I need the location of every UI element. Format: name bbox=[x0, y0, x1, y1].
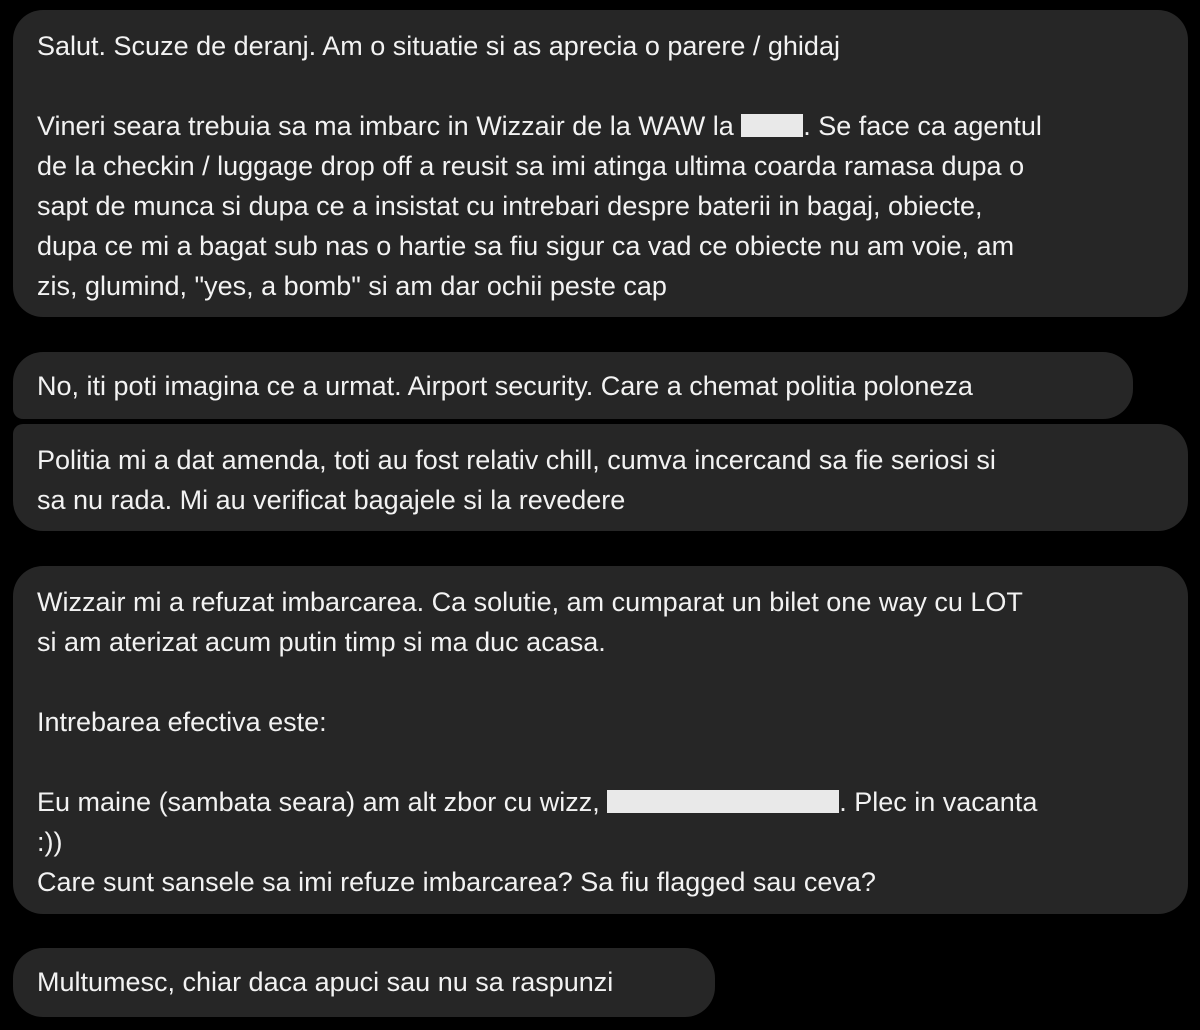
redacted-flight-info bbox=[607, 790, 839, 813]
message-blank-line bbox=[37, 742, 1188, 782]
redacted-destination bbox=[741, 114, 803, 137]
message-text: Wizzair mi a refuzat imbarcarea. Ca solutie, am cumparat un bilet one way cu LOT bbox=[37, 587, 1023, 617]
message-text: :)) bbox=[37, 827, 63, 857]
message-bubble[interactable] bbox=[13, 10, 1188, 317]
message-blank-line bbox=[37, 66, 1188, 106]
message-text: sa nu rada. Mi au verificat bagajele si la revedere bbox=[37, 485, 626, 515]
message-bubble[interactable] bbox=[13, 948, 715, 1017]
message-text: Intrebarea efectiva este: bbox=[37, 707, 327, 737]
message-bubble[interactable] bbox=[13, 566, 1188, 914]
message-text: No, iti poti imagina ce a urmat. Airport security. Care a chemat politia poloneza bbox=[37, 371, 973, 401]
message-text-segment: Eu maine (sambata seara) am alt zbor cu wizz, bbox=[37, 787, 600, 817]
message-bubble[interactable] bbox=[13, 352, 1133, 419]
message-text bbox=[37, 106, 1188, 146]
message-blank-line bbox=[37, 662, 1188, 702]
message-text: sapt de munca si dupa ce a insistat cu intrebari despre baterii in bagaj, obiecte, bbox=[37, 191, 983, 221]
message-text-segment: . Se face ca agentul bbox=[803, 111, 1042, 141]
message-text-segment: Vineri seara trebuia sa ma imbarc in Wizzair de la WAW la bbox=[37, 111, 734, 141]
message-text-segment: . Plec in vacanta bbox=[839, 787, 1038, 817]
message-text: Politia mi a dat amenda, toti au fost relativ chill, cumva incercand sa fie seriosi si bbox=[37, 445, 996, 475]
message-text: Salut. Scuze de deranj. Am o situatie si as aprecia o parere / ghidaj bbox=[37, 31, 840, 61]
message-text: Care sunt sansele sa imi refuze imbarcarea? Sa fiu flagged sau ceva? bbox=[37, 867, 876, 897]
message-text: de la checkin / luggage drop off a reusit sa imi atinga ultima coarda ramasa dupa o bbox=[37, 151, 1025, 181]
message-text: zis, glumind, "yes, a bomb" si am dar ochii peste cap bbox=[37, 271, 667, 301]
message-text bbox=[37, 782, 1188, 822]
message-text: dupa ce mi a bagat sub nas o hartie sa fiu sigur ca vad ce obiecte nu am voie, am bbox=[37, 231, 1015, 261]
message-text: Multumesc, chiar daca apuci sau nu sa raspunzi bbox=[37, 967, 614, 997]
message-bubble[interactable] bbox=[13, 424, 1188, 531]
message-text: si am aterizat acum putin timp si ma duc acasa. bbox=[37, 627, 606, 657]
